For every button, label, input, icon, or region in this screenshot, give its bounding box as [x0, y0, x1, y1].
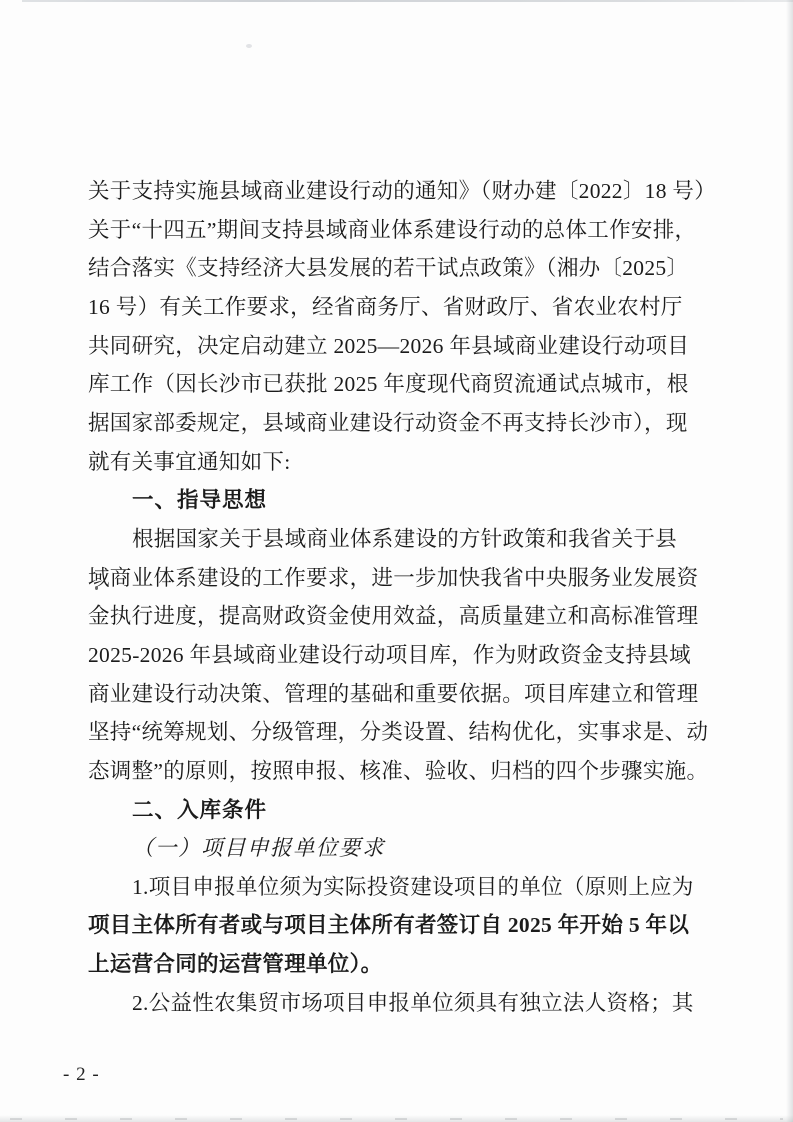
doc-line-emphasis: 项目主体所有者或与项目主体所有者签订自 2025 年开始 5 年以	[88, 913, 690, 938]
subsection-heading: （一）项目申报单位要求	[132, 836, 386, 861]
scan-artifact-bottom-dashes	[10, 1118, 783, 1120]
scan-artifact-smudge	[246, 44, 252, 48]
doc-line: 关于“十四五”期间支持县域商业体系建设行动的总体工作安排，	[88, 217, 697, 242]
doc-line: 16 号）有关工作要求，经省商务厅、省财政厅、省农业农村厅	[88, 294, 683, 319]
document-body	[88, 172, 718, 1022]
doc-line: 根据国家关于县域商业体系建设的方针政策和我省关于县	[132, 526, 678, 551]
scan-artifact-top-edge	[22, 0, 793, 2]
page-number: - 2 -	[63, 1064, 100, 1085]
doc-line: 2.公益性农集贸市场项目申报单位须具有独立法人资格；其	[132, 990, 694, 1015]
doc-line: 坚持“统筹规划、分级管理，分类设置、结构优化，实事求是、动	[88, 720, 709, 745]
doc-line: 据国家部委规定，县域商业建设行动资金不再支持长沙市），现	[88, 410, 688, 435]
scan-artifact-right-edge	[786, 0, 793, 1122]
section-heading-2: 二、入库条件	[132, 797, 268, 822]
doc-line: 共同研究，决定启动建立 2025—2026 年县域商业建设行动项目	[88, 333, 690, 358]
doc-line: 域商业体系建设的工作要求，进一步加快我省中央服务业发展资	[88, 565, 699, 590]
doc-line: 结合落实《支持经济大县发展的若干试点政策》（湘办〔2025〕	[88, 256, 689, 281]
doc-line: 关于支持实施县域商业建设行动的通知》（财办建〔2022〕18 号）	[88, 179, 717, 203]
doc-line: 就有关事宜通知如下:	[88, 449, 291, 474]
doc-line-emphasis: 上运营合同的运营管理单位）。	[88, 952, 383, 977]
doc-line: 商业建设行动决策、管理的基础和重要依据。项目库建立和管理	[88, 681, 699, 706]
doc-line: 1.项目申报单位须为实际投资建设项目的单位（原则上应为	[132, 874, 694, 899]
doc-line: 态调整”的原则，按照申报、核准、验收、归档的四个步骤实施。	[88, 758, 709, 783]
section-heading-1: 一、指导思想	[132, 488, 268, 513]
doc-line: 库工作（因长沙市已获批 2025 年度现代商贸流通试点城市，根	[88, 372, 689, 397]
doc-line: 2025-2026 年县域商业建设行动项目库，作为财政资金支持县域	[88, 642, 691, 667]
doc-line: 金执行进度，提高财政资金使用效益，高质量建立和高标准管理	[88, 604, 699, 629]
